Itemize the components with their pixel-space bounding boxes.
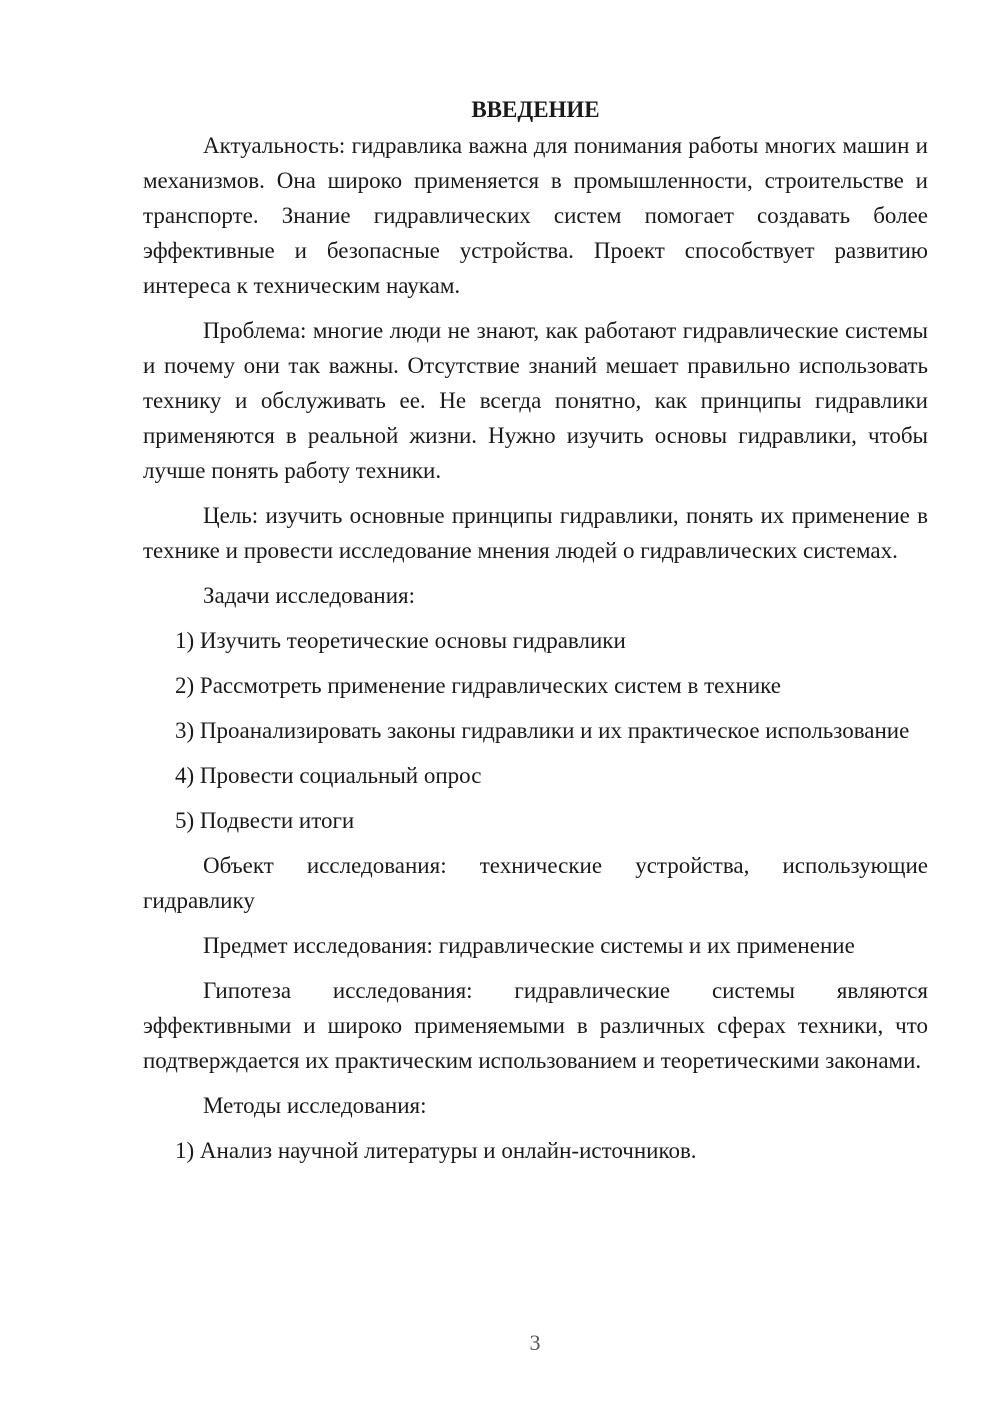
task-item: 5) Подвести итоги (175, 808, 355, 833)
task-item: 3) Проанализировать законы гидравлики и их практическое использование (175, 718, 910, 743)
page-number: 3 (529, 1330, 541, 1355)
goal-paragraph: Цель: изучить основные принципы гидравлики, понять их применение в технике и провести исследование мнения людей о гидравлических системах. (143, 503, 928, 563)
task-item: 1) Изучить теоретические основы гидравлики (175, 628, 626, 653)
page-title: ВВЕДЕНИЕ (471, 97, 600, 122)
hypothesis-paragraph: Гипотеза исследования: гидравлические системы являются эффективными и широко применяемыми в различных сферах техники, что подтверждается их практическим использованием и теоретическими законами. (143, 978, 928, 1073)
tasks-label: Задачи исследования: (203, 583, 416, 608)
document-page (143, 92, 928, 1178)
methods-list (143, 1133, 928, 1168)
subject-paragraph: Предмет исследования: гидравлические системы и их применение (203, 933, 855, 958)
methods-label: Методы исследования: (203, 1093, 427, 1118)
method-item: 1) Анализ научной литературы и онлайн-источников. (175, 1138, 697, 1163)
task-item: 2) Рассмотреть применение гидравлических систем в технике (175, 673, 781, 698)
object-paragraph: Объект исследования: технические устройства, использующие гидравлику (143, 853, 928, 913)
tasks-list (143, 623, 928, 838)
problem-paragraph: Проблема: многие люди не знают, как работают гидравлические системы и почему они так важны. Отсутствие знаний мешает правильно использовать технику и обслуживать ее. Не всегда понятно, как принципы гидравлики применяются в реальной жизни. Нужно изучить основы гидравлики, чтобы лучше понять работу техники. (143, 318, 928, 483)
task-item: 4) Провести социальный опрос (175, 763, 482, 788)
relevance-paragraph: Актуальность: гидравлика важна для понимания работы многих машин и механизмов. Она широко применяется в промышленности, строительстве и транспорте. Знание гидравлических систем помогает создавать более эффективные и безопасные устройства. Проект способствует развитию интереса к техническим наукам. (143, 133, 928, 298)
